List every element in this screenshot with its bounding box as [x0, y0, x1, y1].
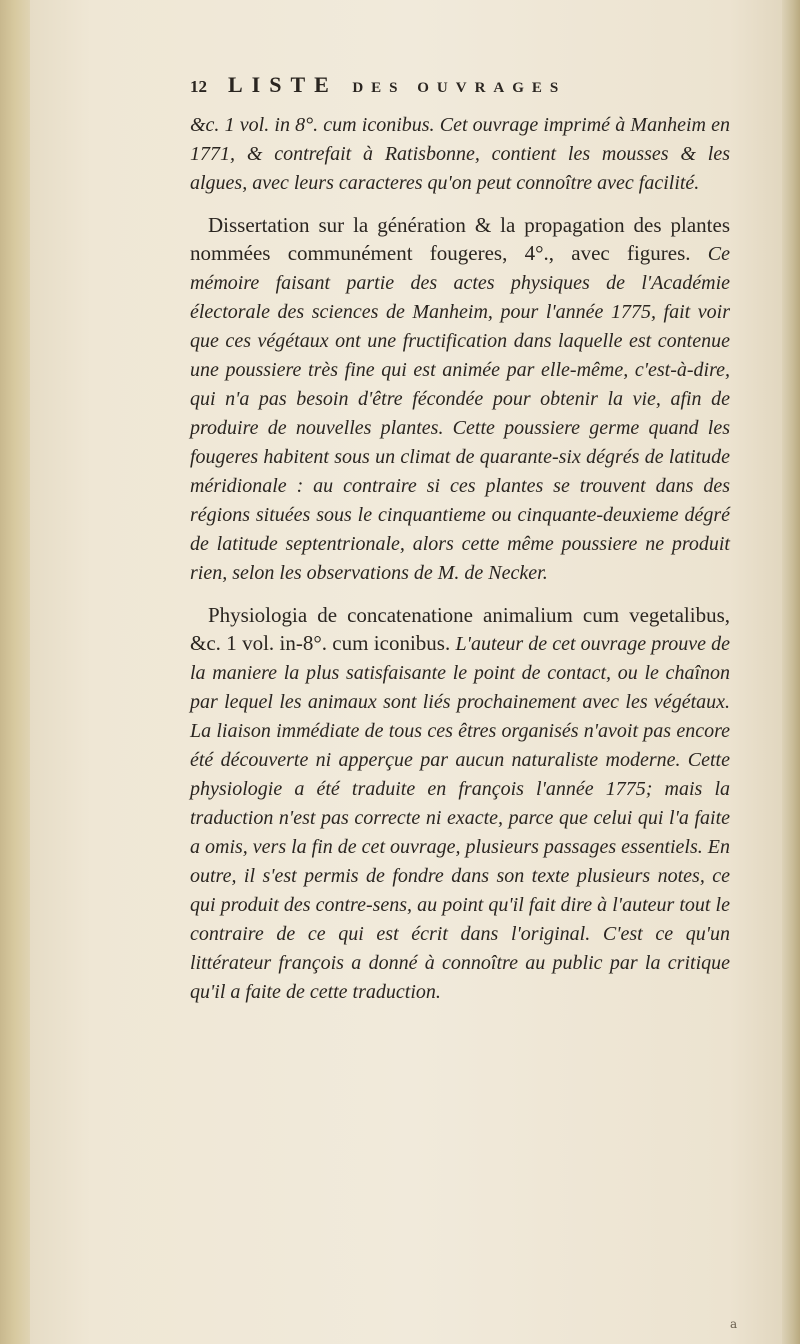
- bibliography-entry-3: [190, 601, 730, 1006]
- page-number: 12: [190, 77, 207, 96]
- running-header: [190, 72, 730, 102]
- page-content: [190, 72, 738, 1331]
- running-title-second: DES OUVRAGES: [352, 80, 567, 96]
- page-edge: [782, 0, 800, 1344]
- entry-2-title: Dissertation sur la génération & la propagation des plantes nommées communément fougeres, 4°., avec figures.: [190, 213, 730, 265]
- entry-3-title: Physiologia de concatenatione animalium cum vegetalibus, &c. 1 vol. in-8°. cum iconibus.: [190, 603, 730, 655]
- running-title-first: LISTE: [228, 72, 338, 97]
- bibliography-entry-2: [190, 211, 730, 587]
- entry-2-description: Ce mémoire faisant partie des actes physiques de l'Académie électorale des sciences de Manheim, pour l'année 1775, fait voir que ces végétaux ont une fructification dans laquelle est contenue une poussiere très fine qui est animée par elle-même, c'est-à-dire, qui n'a pas besoin d'être fécondée pour obtenir la vie, afin de produire de nouvelles plantes. Cette poussiere germe quand les fougeres habitent sous un climat de quarante-six dégrés de latitude méridionale : au contraire si ces plantes se trouvent dans des régions situées sous le cinquantieme ou cinquante-deuxieme dégré de latitude septentrionale, alors cette même poussiere ne produit rien, selon les observations de M. de Necker.: [190, 243, 730, 584]
- entry-3-paragraph: [190, 601, 730, 1006]
- bibliography-entry-1: [190, 110, 730, 197]
- running-title: [228, 72, 566, 98]
- entry-1-text: &c. 1 vol. in 8°. cum iconibus. Cet ouvrage imprimé à Manheim en 1771, & contrefait à Ratisbonne, contient les mousses & les algues, avec leurs caracteres qu'on peut connoître avec facilité.: [190, 114, 730, 194]
- entry-2-paragraph: [190, 211, 730, 587]
- entry-1-body: [190, 110, 730, 197]
- entry-3-description: L'auteur de cet ouvrage prouve de la maniere la plus satisfaisante le point de contact, ou le chaînon par lequel les animaux sont liés prochainement avec les végétaux. La liaison immédiate de tous ces êtres organisés n'avoit pas encore été découverte ni apperçue par aucun naturaliste moderne. Cette physiologie a été traduite en françois l'année 1775; mais la traduction n'est pas correcte ni exacte, parce que celui qui l'a faite a omis, vers la fin de cet ouvrage, plusieurs passages essentiels. En outre, il s'est permis de fondre dans son texte plusieurs notes, ce qui produit des contre-sens, au point qu'il fait dire à l'auteur tout le contraire de ce qui est écrit dans l'original. C'est ce qu'un littérateur françois a donné à connoître au public par la critique qu'il a faite de cette traduction.: [190, 633, 730, 1003]
- signature-mark: a: [730, 1317, 738, 1331]
